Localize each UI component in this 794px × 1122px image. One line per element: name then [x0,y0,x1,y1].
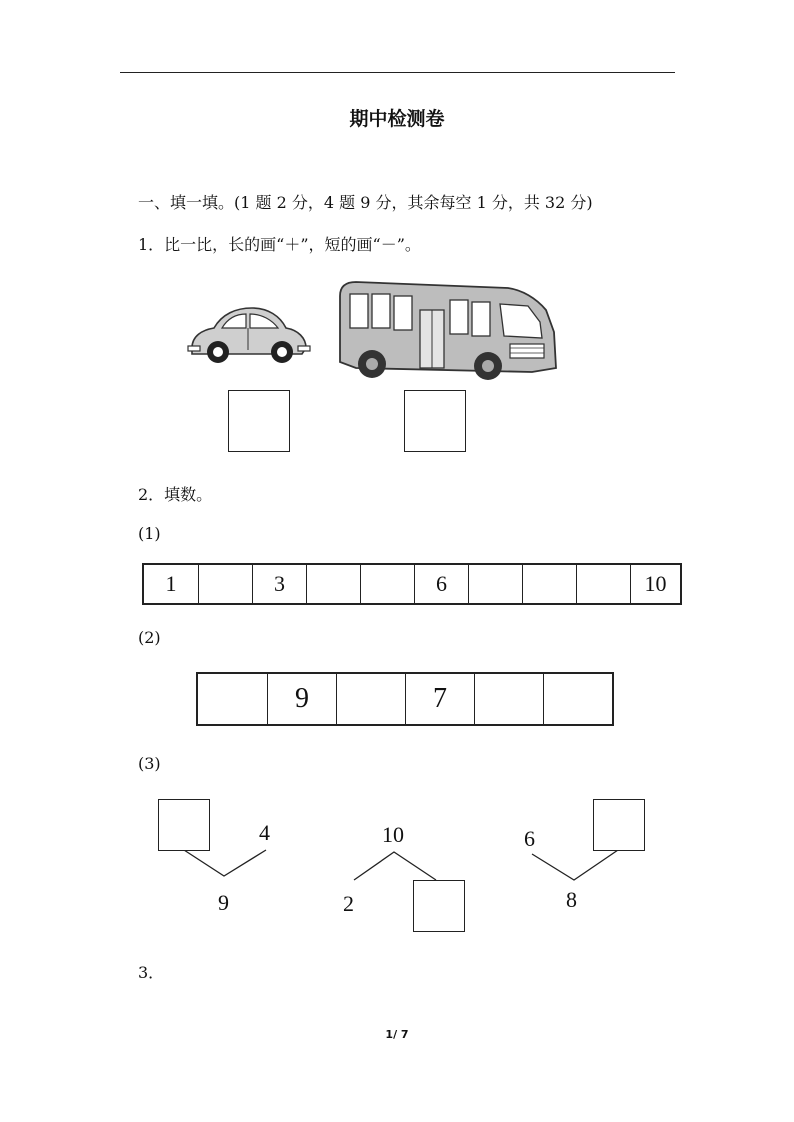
bond-b-left-number: 2 [343,891,354,916]
part-3-label: (3) [138,754,161,773]
strip1-cell: 1 [165,571,177,596]
part-1-label: (1) [138,524,161,543]
question-1-prompt: 1．比一比，长的画“＋”，短的画“－”。 [138,235,421,254]
strip1-cell: 6 [414,565,468,603]
bond-a-left-box[interactable] [158,799,210,851]
question-3-prompt: 3． [138,963,165,982]
bond-a-bottom-number: 9 [218,890,229,915]
page-title: 期中检测卷 [349,108,445,130]
bond-b-right-box[interactable] [413,880,465,932]
strip1-cell: 10 [630,565,680,603]
bond-c-bottom-number: 8 [566,887,577,912]
strip1-cell: 3 [252,565,306,603]
page-number: 1/ 7 [385,1028,409,1041]
bond-c-left-number: 6 [524,826,535,851]
bond-c-right-box[interactable] [593,799,645,851]
strip2-cell: 7 [405,674,474,724]
strip2-cell: 9 [267,674,336,724]
bond-a-right-number: 4 [259,820,270,845]
part-2-label: (2) [138,628,161,647]
section-heading: 一、填一填。(1 题 2 分，4 题 9 分，其余每空 1 分，共 32 分) [138,193,593,212]
question-2-prompt: 2．填数。 [138,485,213,504]
bond-b-top-number: 10 [382,822,404,847]
